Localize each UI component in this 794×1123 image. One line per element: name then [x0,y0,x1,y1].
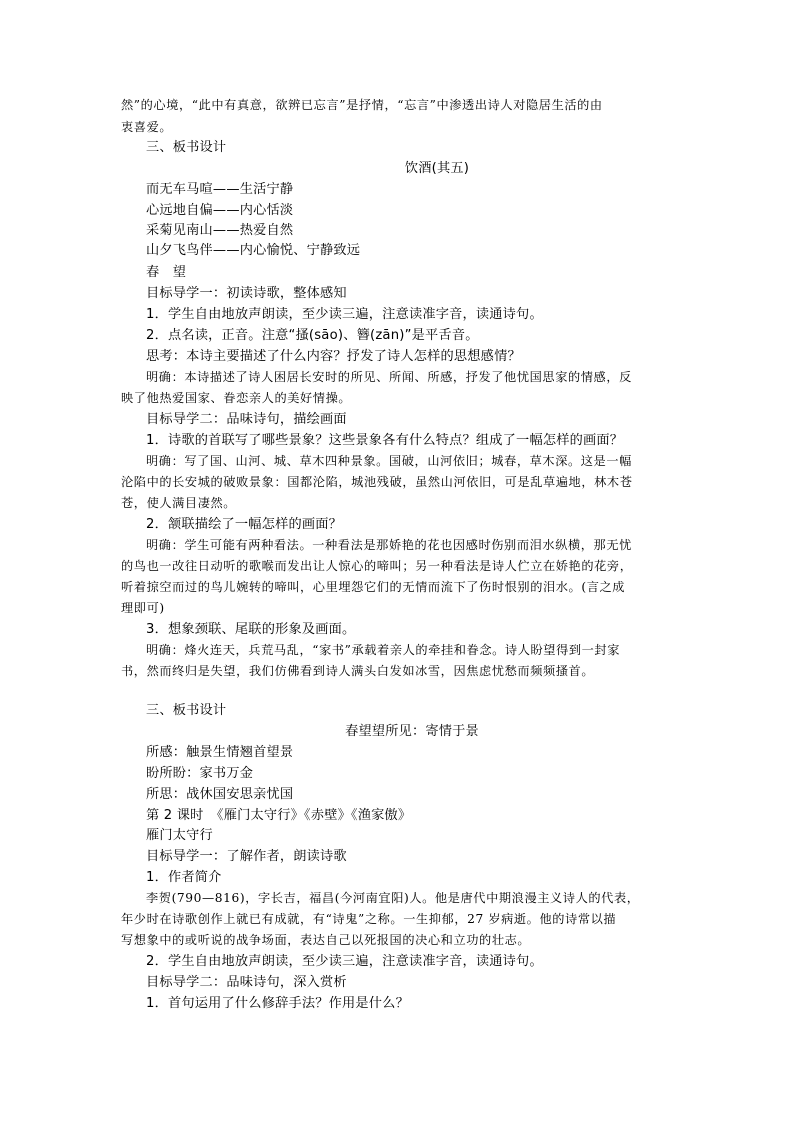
board-line: 心远地自偏——内心恬淡 [146,203,294,218]
board-title: 饮酒(其五) [404,161,470,176]
question-line: 思考：本诗主要描述了什么内容？抒发了诗人怎样的思想感情？ [146,349,521,364]
board-line: 所感：触景生情翘首望景 [146,745,294,760]
paragraph-line: 写想象中的或听说的战争场面，表达自己以死报国的决心和立功的壮志。 [121,933,531,947]
board-line: 所思：战休国安思亲忧国 [146,787,294,802]
question-line: 1．首句运用了什么修辞手法？作用是什么？ [146,996,409,1011]
board-title: 春望望所见：寄情于景 [345,724,479,739]
goal-heading: 目标导学二：品味诗句，描绘画面 [146,412,347,427]
question-line: 1．诗歌的首联写了哪些景象？这些景象各有什么特点？组成了一幅怎样的画面？ [146,433,624,448]
board-line: 而无车马喧——生活宁静 [146,182,294,197]
goal-heading: 目标导学一：了解作者，朗读诗歌 [146,849,347,864]
board-line: 山夕飞鸟伴——内心愉悦、宁静致远 [146,243,361,258]
paragraph-line: 年少时在诗歌创作上就已有成就，有“诗鬼”之称。一生抑郁，27 岁病逝。他的诗常以描 [121,912,617,926]
paragraph-line: 1．作者简介 [146,870,222,885]
answer-line: 苍，使人满目凄然。 [121,496,237,510]
paragraph-line: 1．学生自由地放声朗读，至少读三遍，注意读准字音，读通诗句。 [146,307,543,322]
question-line: 3．想象颈联、尾联的形象及画面。 [146,622,356,637]
answer-line: 的鸟也一改往日动听的歌喉而发出让人惊心的啼叫；另一种看法是诗人伫立在娇艳的花旁， [121,559,633,573]
answer-line: 明确：学生可能有两种看法。一种看法是那娇艳的花也因感时伤别而泪水纵横，那无忧 [146,538,632,552]
board-line: 盼所盼：家书万金 [146,766,254,781]
answer-line: 书，然而终归是失望，我们仿佛看到诗人满头白发如冰雪，因焦虑忧愁而频频搔首。 [121,664,595,678]
paragraph-line: 衷喜爱。 [121,120,173,134]
answer-line: 映了他热爱国家、眷恋亲人的美好情操。 [121,391,352,405]
goal-heading: 目标导学一：初读诗歌，整体感知 [146,286,347,301]
poem-title: 雁门太守行 [146,828,213,843]
question-line: 2．颔联描绘了一幅怎样的画面？ [146,517,343,532]
answer-line: 明确：写了国、山河、城、草木四种景象。国破，山河依旧；城春，草木深。这是一幅 [146,454,632,468]
section-heading: 三、板书设计 [146,140,227,155]
paragraph-line: 2．点名读，正音。注意“搔(sāo)、簪(zān)”是平舌音。 [146,328,479,343]
goal-heading: 目标导学二：品味诗句，深入赏析 [146,975,347,990]
answer-line: 听着掠空而过的鸟儿婉转的啼叫，心里埋怨它们的无情而流下了伤时恨别的泪水。(言之成 [121,580,626,594]
answer-line: 明确：烽火连天，兵荒马乱，“家书”承载着亲人的牵挂和眷念。诗人盼望得到一封家 [146,643,621,657]
poem-title: 春 望 [146,265,187,280]
paragraph-line: 李贺(790—816)，字长吉，福昌(今河南宜阳)人。他是唐代中期浪漫主义诗人的代表， [146,891,640,905]
board-line: 采菊见南山——热爱自然 [146,223,294,238]
section-heading: 三、板书设计 [146,703,227,718]
paragraph-line: 然”的心境，“此中有真意，欲辨已忘言”是抒情，“忘言”中渗透出诗人对隐居生活的由 [121,98,603,112]
paragraph-line: 2．学生自由地放声朗读，至少读三遍，注意读准字音，读通诗句。 [146,954,543,969]
answer-line: 明确：本诗描述了诗人困居长安时的所见、所闻、所感，抒发了他忧国思家的情感，反 [146,370,632,384]
lesson-heading: 第 2 课时 《雁门太守行》《赤壁》《渔家傲》 [146,808,412,823]
answer-line: 理即可) [121,601,165,615]
answer-line: 沦陷中的长安城的破败景象：国都沦陷，城池残破，虽然山河依旧，可是乱草遍地，林木苍 [121,475,633,489]
